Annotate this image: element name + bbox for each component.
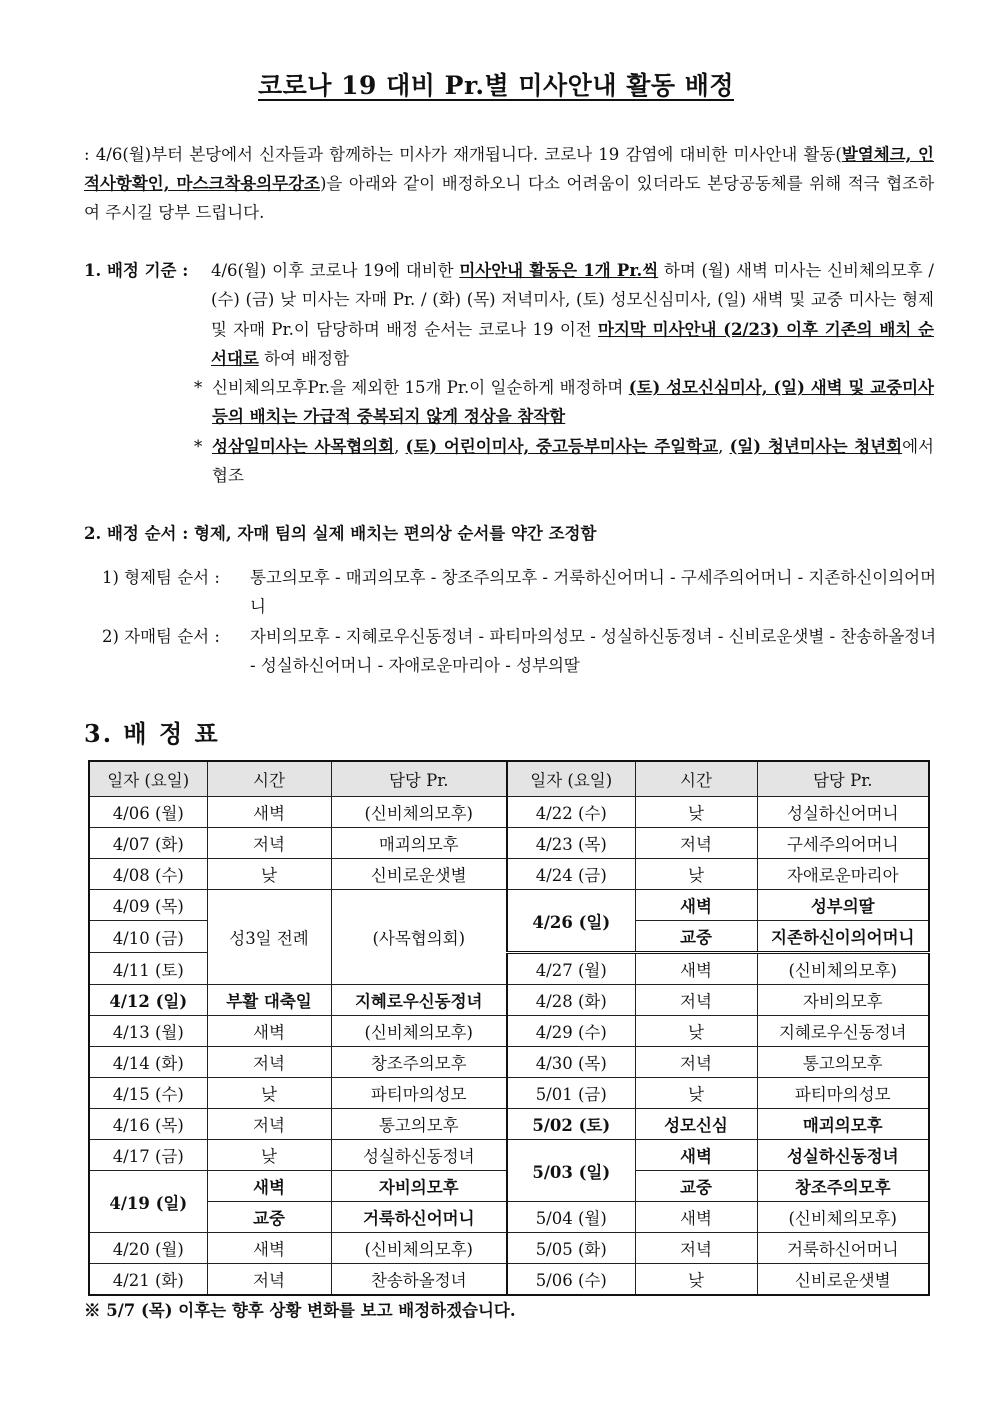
table-row	[89, 890, 929, 921]
cell-date: 4/21 (화)	[89, 1264, 207, 1296]
cell-time: 새벽	[635, 890, 757, 921]
sisters-order-label: 2) 자매팀 순서 :	[102, 626, 226, 646]
brothers-order-label: 1) 형제팀 순서 :	[102, 568, 226, 587]
note2-emphasis-1: 성삼일미사는 사목협의회	[212, 436, 395, 456]
table-row	[89, 1016, 929, 1047]
cell-praesidium: 성실하신동정녀	[757, 1140, 929, 1171]
cell-praesidium: 신비로운샛별	[331, 859, 507, 890]
cell-date: 4/23 (목)	[507, 828, 635, 859]
cell-praesidium: (사목협의회)	[331, 890, 507, 985]
note1-emphasis: (토) 성모신심미사, (일) 새벽 및 교중미사 등의 배치는 가급적 중복되지 않게 정상을 참작함	[212, 378, 934, 427]
table-row	[89, 859, 929, 890]
cell-date: 4/09 (목)	[89, 890, 207, 921]
cell-time: 낮	[635, 1016, 757, 1047]
sisters-order-list: 자비의모후 - 지혜로우신동정녀 - 파티마의성모 - 성실하신동정녀 - 신비로운샛별 - 찬송하올정녀 - 성실하신어머니 - 자애로운마리아 - 성부의딸	[250, 626, 937, 675]
cell-praesidium: 성실하신동정녀	[331, 1140, 507, 1171]
cell-time: 성모신심	[635, 1109, 757, 1140]
cell-time: 교중	[635, 921, 757, 953]
intro-paragraph	[84, 140, 934, 227]
cell-praesidium: 창조주의모후	[757, 1171, 929, 1202]
cell-date: 4/28 (화)	[507, 985, 635, 1016]
cell-date: 4/12 (일)	[89, 985, 207, 1016]
header-date: 일자 (요일)	[507, 761, 635, 797]
cell-time: 낮	[635, 797, 757, 828]
cell-time: 낮	[207, 1140, 331, 1171]
cell-time: 저녁	[207, 1264, 331, 1296]
cell-praesidium: 성실하신어머니	[757, 797, 929, 828]
cell-time: 저녁	[207, 828, 331, 859]
cell-praesidium: 창조주의모후	[331, 1047, 507, 1078]
table-row	[89, 1233, 929, 1264]
cell-praesidium: (신비체의모후)	[757, 953, 929, 985]
cell-date: 5/01 (금)	[507, 1078, 635, 1109]
cell-praesidium: 지존하신이의어머니	[757, 921, 929, 953]
cell-date: 4/19 (일)	[89, 1171, 207, 1233]
cell-praesidium: 거룩하신어머니	[331, 1202, 507, 1233]
criteria-emphasis-a: 미사안내 활동은 1개 Pr.씩	[459, 261, 659, 280]
cell-time: 새벽	[207, 1016, 331, 1047]
section-order-list	[102, 563, 936, 680]
cell-praesidium: (신비체의모후)	[331, 1233, 507, 1264]
cell-time: 새벽	[207, 1233, 331, 1264]
cell-date: 4/13 (월)	[89, 1016, 207, 1047]
cell-time: 부활 대축일	[207, 985, 331, 1016]
cell-date: 5/06 (수)	[507, 1264, 635, 1296]
cell-praesidium: 파티마의성모	[331, 1078, 507, 1109]
criteria-text-c: 하여 배정함	[258, 348, 350, 368]
table-row	[89, 797, 929, 828]
note2-end: 에서 협조	[212, 436, 934, 486]
table-row	[89, 828, 929, 859]
cell-time: 저녁	[635, 828, 757, 859]
page-title: 코로나 19 대비 Pr.별 미사안내 활동 배정	[258, 71, 734, 100]
cell-praesidium: 신비로운샛별	[757, 1264, 929, 1296]
cell-time: 교중	[207, 1202, 331, 1233]
section-schedule-heading: 3. 배 정 표	[84, 719, 220, 748]
cell-date: 4/22 (수)	[507, 797, 635, 828]
criteria-note-1	[194, 373, 934, 432]
cell-time: 성3일 전례	[207, 890, 331, 985]
cell-time: 새벽	[635, 1140, 757, 1171]
table-row	[89, 1109, 929, 1140]
cell-praesidium: (신비체의모후)	[757, 1202, 929, 1233]
cell-date: 4/30 (목)	[507, 1047, 635, 1078]
cell-date: 5/05 (화)	[507, 1233, 635, 1264]
table-row	[89, 1264, 929, 1296]
cell-praesidium: 지혜로우신동정녀	[331, 985, 507, 1016]
note2-emphasis-3: (일) 청년미사는 청년회	[729, 436, 903, 456]
cell-time: 새벽	[635, 1202, 757, 1233]
cell-praesidium: 통고의모후	[757, 1047, 929, 1078]
cell-praesidium: 자비의모후	[331, 1171, 507, 1202]
cell-praesidium: 지혜로우신동정녀	[757, 1016, 929, 1047]
cell-date: 5/04 (월)	[507, 1202, 635, 1233]
cell-time: 새벽	[635, 953, 757, 985]
cell-praesidium: 자애로운마리아	[757, 859, 929, 890]
cell-time: 낮	[207, 1078, 331, 1109]
brothers-order-list: 통고의모후 - 매괴의모후 - 창조주의모후 - 거룩하신어머니 - 구세주의어머니 - 지존하신이의어머니	[250, 568, 937, 617]
table-row	[89, 1047, 929, 1078]
note2-sep-1: ,	[394, 436, 406, 456]
header-date: 일자 (요일)	[89, 761, 207, 797]
table-row	[89, 1140, 929, 1171]
cell-praesidium: 매괴의모후	[331, 828, 507, 859]
header-time: 시간	[207, 761, 331, 797]
cell-date: 4/20 (월)	[89, 1233, 207, 1264]
cell-date: 4/16 (목)	[89, 1109, 207, 1140]
cell-praesidium: 파티마의성모	[757, 1078, 929, 1109]
cell-date: 4/17 (금)	[89, 1140, 207, 1171]
table-row	[89, 985, 929, 1016]
table-row	[89, 1202, 929, 1233]
cell-date: 4/24 (금)	[507, 859, 635, 890]
cell-time: 저녁	[635, 985, 757, 1016]
header-time: 시간	[635, 761, 757, 797]
cell-date: 5/02 (토)	[507, 1109, 635, 1140]
cell-time: 낮	[635, 859, 757, 890]
cell-praesidium: (신비체의모후)	[331, 797, 507, 828]
criteria-note-2	[194, 432, 934, 491]
cell-praesidium: 구세주의어머니	[757, 828, 929, 859]
criteria-text-b: 하며 (월) 새벽 미사는 신비체의모후 / (수) (금) 낮 미사는 자매 Pr. / (화) (목) 저녁미사, (토) 성모신심미사, (일) 새벽 및 교중 미사는 형제 및 자매 Pr.이 담당하며 배정 순서는 코로나 19 이전	[211, 261, 934, 339]
cell-time: 새벽	[207, 797, 331, 828]
section-allocation-criteria	[84, 256, 934, 490]
cell-time: 저녁	[635, 1047, 757, 1078]
cell-date: 4/06 (월)	[89, 797, 207, 828]
note1-text: 신비체의모후Pr.을 제외한 15개 Pr.이 일순하게 배정하며	[212, 378, 629, 398]
cell-date: 4/29 (수)	[507, 1016, 635, 1047]
header-praesidium: 담당 Pr.	[331, 761, 507, 797]
note-mark: *	[194, 436, 203, 456]
cell-praesidium: 매괴의모후	[757, 1109, 929, 1140]
cell-praesidium: 성부의딸	[757, 890, 929, 921]
cell-date: 4/08 (수)	[89, 859, 207, 890]
section-order-heading: 2. 배정 순서 : 형제, 자매 팀의 실제 배치는 편의상 순서를 약간 조정함	[84, 524, 597, 543]
cell-date: 5/03 (일)	[507, 1140, 635, 1202]
header-praesidium: 담당 Pr.	[757, 761, 929, 797]
criteria-text-a: 4/6(월) 이후 코로나 19에 대비한	[211, 261, 460, 280]
cell-time: 교중	[635, 1171, 757, 1202]
cell-praesidium: 통고의모후	[331, 1109, 507, 1140]
brothers-order	[102, 563, 936, 622]
cell-time: 저녁	[207, 1047, 331, 1078]
criteria-body	[211, 256, 934, 373]
cell-date: 4/26 (일)	[507, 890, 635, 953]
cell-praesidium: 거룩하신어머니	[757, 1233, 929, 1264]
cell-time: 낮	[207, 859, 331, 890]
sisters-order	[102, 622, 936, 681]
table-header-row	[89, 761, 929, 797]
note2-sep-2: ,	[718, 436, 730, 456]
criteria-emphasis-b: 마지막 미사안내 (2/23) 이후 기존의 배치 순서대로	[211, 319, 934, 368]
note-mark: *	[194, 378, 203, 398]
cell-time: 저녁	[207, 1109, 331, 1140]
note2-emphasis-2: (토) 어린이미사, 중고등부미사는 주일학교	[405, 436, 719, 456]
intro-text-2: )을 아래와 같이 배정하오니 다소 어려움이 있더라도 본당공동체를 위해 적극 협조하여 주시길 당부 드립니다.	[84, 174, 935, 222]
cell-time: 낮	[635, 1078, 757, 1109]
cell-time: 새벽	[207, 1171, 331, 1202]
intro-text-1: : 4/6(월)부터 본당에서 신자들과 함께하는 미사가 재개됩니다. 코로나 19 감염에 대비한 미사안내 활동(	[84, 145, 842, 164]
cell-date: 4/14 (화)	[89, 1047, 207, 1078]
cell-praesidium: 자비의모후	[757, 985, 929, 1016]
cell-praesidium: (신비체의모후)	[331, 1016, 507, 1047]
cell-date: 4/07 (화)	[89, 828, 207, 859]
cell-date: 4/11 (토)	[89, 953, 207, 985]
cell-date: 4/15 (수)	[89, 1078, 207, 1109]
cell-time: 낮	[635, 1264, 757, 1296]
cell-praesidium: 찬송하올정녀	[331, 1264, 507, 1296]
table-row	[89, 1078, 929, 1109]
cell-date: 4/10 (금)	[89, 921, 207, 953]
cell-time: 저녁	[635, 1233, 757, 1264]
criteria-label: 1. 배정 기준 :	[84, 261, 189, 280]
schedule-table	[88, 760, 930, 1296]
intro-emphasis: 발열체크, 인적사항확인, 마스크착용의무강조	[84, 145, 934, 193]
footer-note: ※ 5/7 (목) 이후는 향후 상황 변화를 보고 배정하겠습니다.	[84, 1301, 516, 1320]
cell-date: 4/27 (월)	[507, 953, 635, 985]
